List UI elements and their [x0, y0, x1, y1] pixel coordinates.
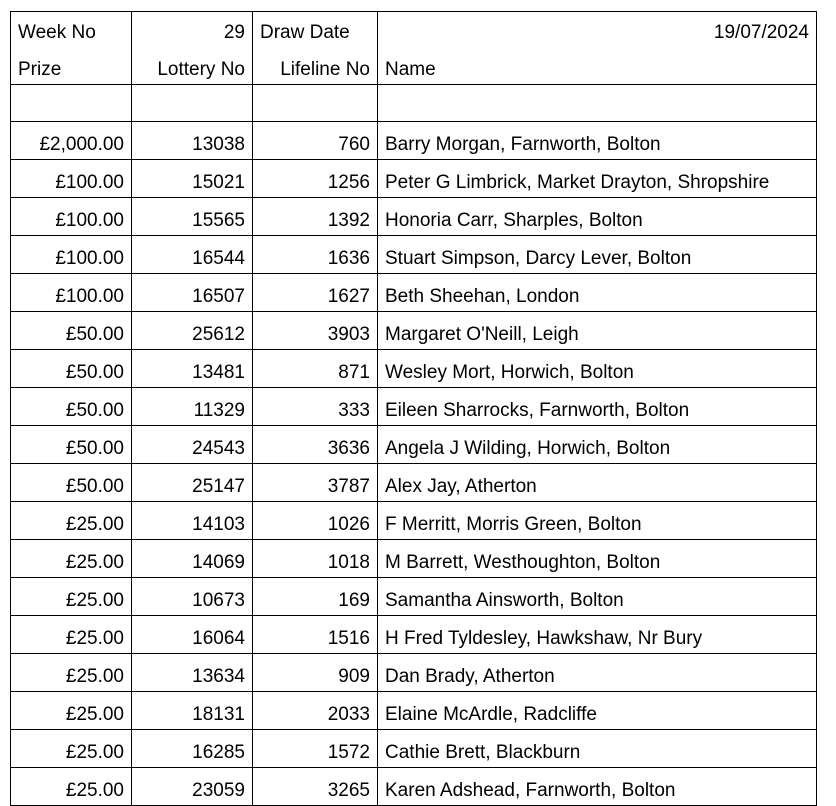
- lifeline-no-cell: 3903: [253, 312, 378, 350]
- lifeline-no-cell: 169: [253, 578, 378, 616]
- lottery-no-cell: 15565: [132, 198, 253, 236]
- table-row: [11, 540, 817, 578]
- table-row: [11, 198, 817, 236]
- name-cell: M Barrett, Westhoughton, Bolton: [378, 540, 817, 578]
- blank-cell: [11, 85, 132, 122]
- prize-column-header: Prize: [11, 47, 132, 85]
- blank-row: [11, 85, 817, 122]
- name-column-header: Name: [378, 47, 817, 85]
- week-header-row: [11, 12, 817, 48]
- table-row: [11, 350, 817, 388]
- prize-cell: £25.00: [11, 540, 132, 578]
- table-row: [11, 274, 817, 312]
- table-row: [11, 426, 817, 464]
- table-row: [11, 502, 817, 540]
- draw-date-value: 19/07/2024: [378, 12, 817, 48]
- prize-cell: £50.00: [11, 426, 132, 464]
- blank-cell: [378, 85, 817, 122]
- lottery-no-cell: 18131: [132, 692, 253, 730]
- table-row: [11, 730, 817, 768]
- lifeline-no-cell: 1026: [253, 502, 378, 540]
- lottery-no-column-header: Lottery No: [132, 47, 253, 85]
- table-row: [11, 692, 817, 730]
- lifeline-no-column-header: Lifeline No: [253, 47, 378, 85]
- prize-cell: £25.00: [11, 730, 132, 768]
- lifeline-no-cell: 1018: [253, 540, 378, 578]
- prize-cell: £100.00: [11, 198, 132, 236]
- name-cell: F Merritt, Morris Green, Bolton: [378, 502, 817, 540]
- name-cell: Honoria Carr, Sharples, Bolton: [378, 198, 817, 236]
- lottery-no-cell: 13038: [132, 122, 253, 160]
- name-cell: Eileen Sharrocks, Farnworth, Bolton: [378, 388, 817, 426]
- lottery-no-cell: 25147: [132, 464, 253, 502]
- lifeline-no-cell: 1392: [253, 198, 378, 236]
- week-no-value: 29: [132, 12, 253, 48]
- lottery-no-cell: 24543: [132, 426, 253, 464]
- name-cell: Peter G Limbrick, Market Drayton, Shropshire: [378, 160, 817, 198]
- name-cell: Wesley Mort, Horwich, Bolton: [378, 350, 817, 388]
- results-table-body: [11, 12, 817, 806]
- lifeline-no-cell: 2033: [253, 692, 378, 730]
- lottery-no-cell: 25612: [132, 312, 253, 350]
- name-cell: Dan Brady, Atherton: [378, 654, 817, 692]
- table-row: [11, 578, 817, 616]
- week-no-label: Week No: [11, 12, 132, 48]
- lottery-no-cell: 16285: [132, 730, 253, 768]
- name-cell: Karen Adshead, Farnworth, Bolton: [378, 768, 817, 806]
- name-cell: Barry Morgan, Farnworth, Bolton: [378, 122, 817, 160]
- prize-cell: £50.00: [11, 388, 132, 426]
- table-row: [11, 236, 817, 274]
- lifeline-no-cell: 1636: [253, 236, 378, 274]
- name-cell: H Fred Tyldesley, Hawkshaw, Nr Bury: [378, 616, 817, 654]
- lottery-no-cell: 16544: [132, 236, 253, 274]
- prize-cell: £100.00: [11, 274, 132, 312]
- lifeline-no-cell: 3787: [253, 464, 378, 502]
- lottery-no-cell: 14069: [132, 540, 253, 578]
- lifeline-no-cell: 3265: [253, 768, 378, 806]
- lifeline-no-cell: 1256: [253, 160, 378, 198]
- lifeline-no-cell: 333: [253, 388, 378, 426]
- lottery-no-cell: 14103: [132, 502, 253, 540]
- table-row: [11, 768, 817, 806]
- prize-cell: £25.00: [11, 502, 132, 540]
- prize-cell: £25.00: [11, 616, 132, 654]
- lifeline-no-cell: 1516: [253, 616, 378, 654]
- lottery-no-cell: 13481: [132, 350, 253, 388]
- prize-cell: £50.00: [11, 350, 132, 388]
- lifeline-no-cell: 871: [253, 350, 378, 388]
- prize-cell: £25.00: [11, 692, 132, 730]
- lottery-no-cell: 15021: [132, 160, 253, 198]
- name-cell: Angela J Wilding, Horwich, Bolton: [378, 426, 817, 464]
- name-cell: Cathie Brett, Blackburn: [378, 730, 817, 768]
- name-cell: Samantha Ainsworth, Bolton: [378, 578, 817, 616]
- name-cell: Stuart Simpson, Darcy Lever, Bolton: [378, 236, 817, 274]
- table-row: [11, 654, 817, 692]
- lottery-no-cell: 16507: [132, 274, 253, 312]
- prize-cell: £100.00: [11, 236, 132, 274]
- lifeline-no-cell: 3636: [253, 426, 378, 464]
- table-row: [11, 122, 817, 160]
- lifeline-no-cell: 760: [253, 122, 378, 160]
- name-cell: Alex Jay, Atherton: [378, 464, 817, 502]
- lifeline-no-cell: 909: [253, 654, 378, 692]
- blank-cell: [253, 85, 378, 122]
- table-row: [11, 312, 817, 350]
- name-cell: Margaret O'Neill, Leigh: [378, 312, 817, 350]
- column-header-row: [11, 47, 817, 85]
- prize-cell: £25.00: [11, 768, 132, 806]
- lottery-no-cell: 13634: [132, 654, 253, 692]
- lifeline-no-cell: 1572: [253, 730, 378, 768]
- table-row: [11, 464, 817, 502]
- lottery-no-cell: 23059: [132, 768, 253, 806]
- prize-cell: £25.00: [11, 578, 132, 616]
- prize-cell: £100.00: [11, 160, 132, 198]
- table-row: [11, 388, 817, 426]
- lottery-no-cell: 10673: [132, 578, 253, 616]
- name-cell: Elaine McArdle, Radcliffe: [378, 692, 817, 730]
- name-cell: Beth Sheehan, London: [378, 274, 817, 312]
- table-row: [11, 160, 817, 198]
- lifeline-no-cell: 1627: [253, 274, 378, 312]
- blank-cell: [132, 85, 253, 122]
- prize-cell: £50.00: [11, 312, 132, 350]
- lottery-no-cell: 16064: [132, 616, 253, 654]
- prize-cell: £25.00: [11, 654, 132, 692]
- draw-date-label: Draw Date: [253, 12, 378, 48]
- table-row: [11, 616, 817, 654]
- prize-cell: £50.00: [11, 464, 132, 502]
- prize-cell: £2,000.00: [11, 122, 132, 160]
- lottery-no-cell: 11329: [132, 388, 253, 426]
- lottery-results-table: [10, 11, 817, 806]
